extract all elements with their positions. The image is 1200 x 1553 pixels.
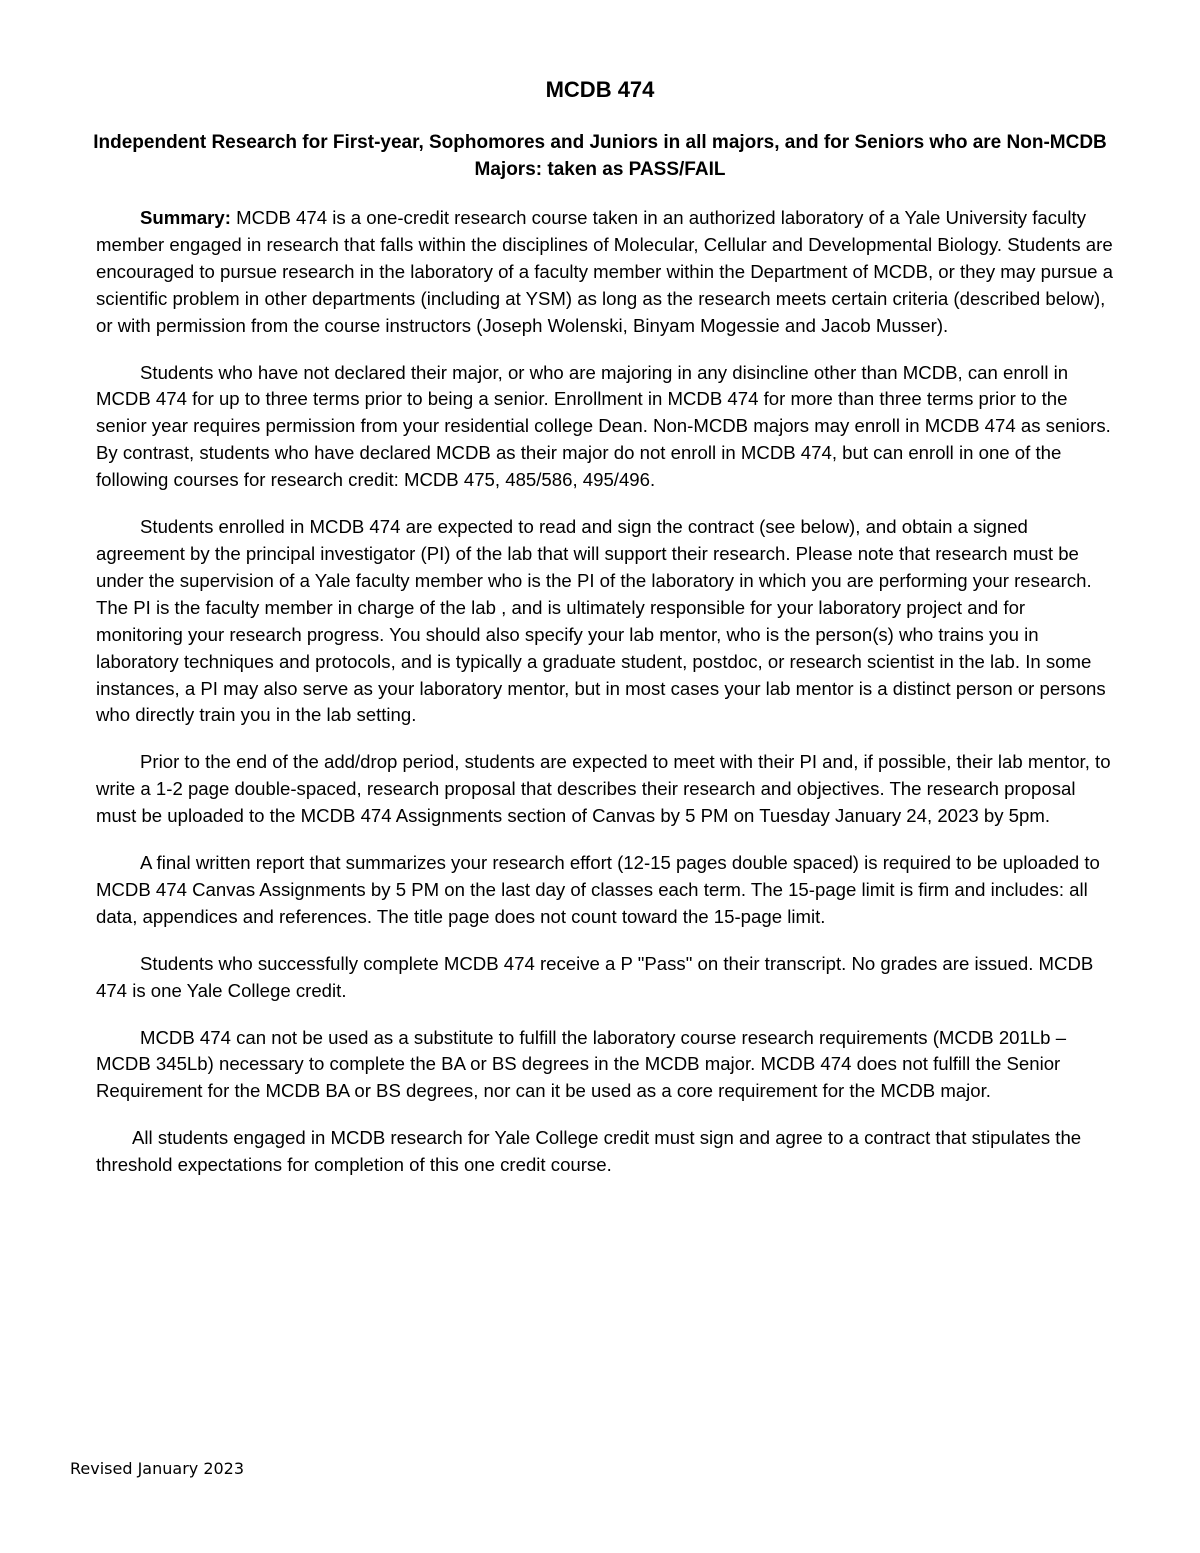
document-subtitle: Independent Research for First-year, Sophomores and Juniors in all majors, and for Seniors who are Non-MCDB Majors: taken as PASS/FAIL bbox=[93, 132, 1107, 180]
paragraph-proposal: Prior to the end of the add/drop period, students are expected to meet with their PI and, if possible, their lab mentor, to write a 1-2 page double-spaced, research proposal that describes their research and objectives. The research proposal must be uploaded to the MCDB 474 Assignments section of Canvas by 5 PM on Tuesday January 24, 2023 by 5pm. bbox=[96, 751, 1111, 827]
paragraph-text: MCDB 474 is a one-credit research course taken in an authorized laboratory of a Yale University faculty member engaged in research that falls within the disciplines of Molecular, Cellular and Developmental Biology. Students are encouraged to pursue research in the laboratory of a faculty member within the Department of MCDB, or they may pursue a scientific problem in other departments (including at YSM) as long as the research meets certain criteria (described below), or with permission from the course instructors (Joseph Wolenski, Binyam Mogessie and Jacob Musser). bbox=[96, 207, 1113, 336]
paragraph-summary bbox=[96, 205, 1116, 340]
summary-label: Summary: bbox=[140, 207, 231, 228]
paragraph-enrollment: Students who have not declared their major, or who are majoring in any disincline other than MCDB, can enroll in MCDB 474 for up to three terms prior to being a senior. Enrollment in MCDB 474 for more than three terms prior to the senior year requires permission from your residential college Dean. Non-MCDB majors may enroll in MCDB 474 as seniors. By contrast, students who have declared MCDB as their major do not enroll in MCDB 474, but can enroll in one of the following courses for research credit: MCDB 475, 485/586, 495/496. bbox=[96, 361, 1111, 491]
paragraph-agreement: All students engaged in MCDB research for Yale College credit must sign and agree to a contract that stipulates the threshold expectations for completion of this one credit course. bbox=[96, 1127, 1082, 1176]
paragraph-requirements: MCDB 474 can not be used as a substitute to fulfill the laboratory course research requirements (MCDB 201Lb – MCDB 345Lb) necessary to complete the BA or BS degrees in the MCDB major. MCDB 474 does not fulfill the Senior Requirement for the MCDB BA or BS degrees, nor can it be used as a core requirement for the MCDB major. bbox=[96, 1026, 1067, 1102]
paragraph-final-report: A final written report that summarizes your research effort (12-15 pages double spaced) is required to be uploaded to MCDB 474 Canvas Assignments by 5 PM on the last day of classes each term. The 15-page limit is firm and includes: all data, appendices and references. The title page does not count toward the 15-page limit. bbox=[96, 852, 1100, 927]
document-body bbox=[96, 205, 1116, 1199]
revision-footer: Revised January 2023 bbox=[70, 1459, 245, 1478]
document-title: MCDB 474 bbox=[545, 77, 655, 102]
paragraph-contract: Students enrolled in MCDB 474 are expected to read and sign the contract (see below), and obtain a signed agreement by the principal investigator (PI) of the lab that will support their research. Please note that research must be under the supervision of a Yale faculty member who is the PI of the laboratory in which you are performing your research. The PI is the faculty member in charge of the lab , and is ultimately responsible for your laboratory project and for monitoring your research progress. You should also specify your lab mentor, who is the person(s) who trains you in laboratory techniques and protocols, and is typically a graduate student, postdoc, or research scientist in the lab. In some instances, a PI may also serve as your laboratory mentor, but in most cases your lab mentor is a distinct person or persons who directly train you in the lab setting. bbox=[96, 516, 1106, 726]
paragraph-grading: Students who successfully complete MCDB 474 receive a P "Pass" on their transcript. No grades are issued. MCDB 474 is one Yale College credit. bbox=[96, 952, 1094, 1001]
